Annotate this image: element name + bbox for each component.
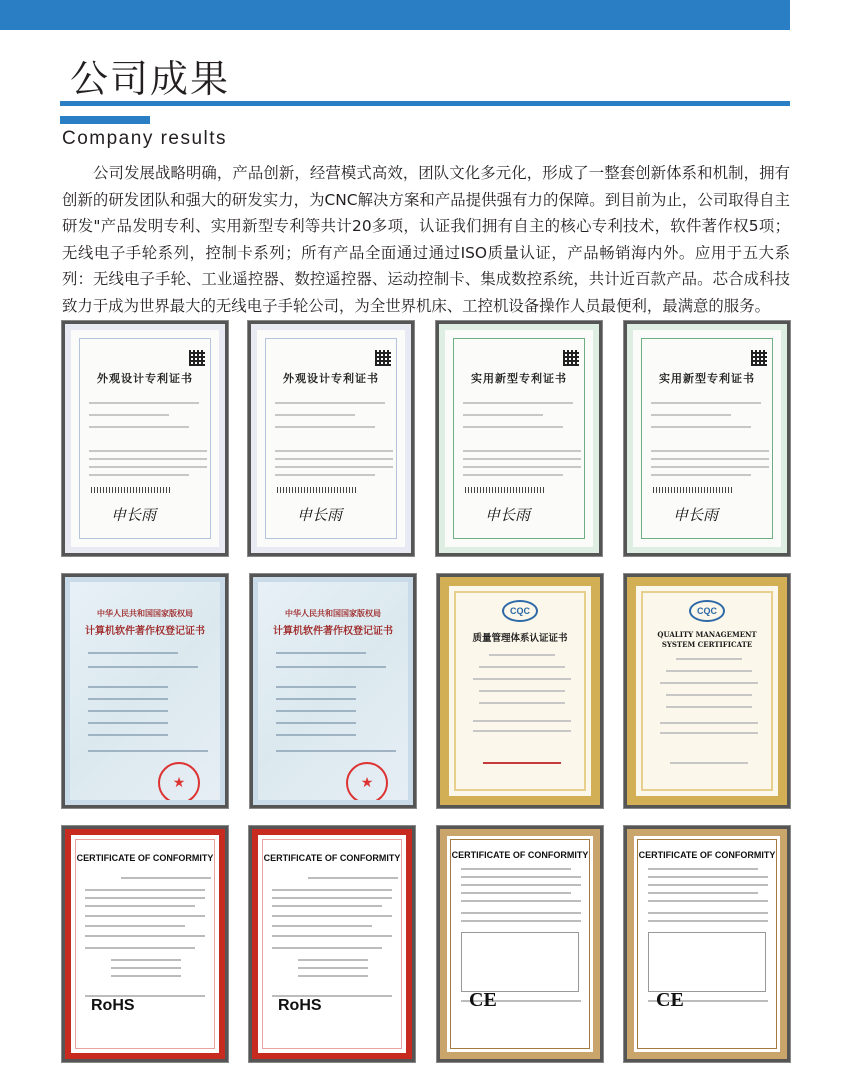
- qr-code-icon: [751, 350, 767, 366]
- ce-conformity-certificate-2: [624, 826, 790, 1062]
- intro-paragraph: 公司发展战略明确，产品创新，经营模式高效，团队文化多元化，形成了一整套创新体系和机制，拥有创新的研发团队和强大的研发实力，为CNC解决方案和产品提供强有力的保障。到目前为止，公司取得自主研发"产品发明专利、实用新型专利等共计20多项，认证我们拥有自主的核心专利技术，软件著作权5项；无线电子手轮系列，控制卡系列；所有产品全面通过通过ISO质量认证，产品畅销海内外。应用于五大系列：无线电子手轮、工业遥控器、数控遥控器、运动控制卡、集成数控系统，共计近百款产品。芯合成科技致力于成为世界最大的无线电子手轮公司，为全世界机床、工控机设备操作人员最便利，最满意的服务。: [62, 164, 790, 315]
- cqc-logo-icon: CQC: [689, 600, 725, 622]
- utility-patent-certificate-1: [436, 321, 602, 556]
- certificate-title: 计算机软件著作权登记证书: [85, 626, 205, 637]
- cqc-logo-icon: CQC: [502, 600, 538, 622]
- rohs-mark: RoHS: [278, 997, 322, 1014]
- rohs-mark: RoHS: [91, 997, 135, 1014]
- signature-icon: 申长雨: [111, 506, 157, 524]
- certificate-title: 实用新型专利证书: [659, 372, 755, 385]
- official-seal-icon: ★: [158, 762, 200, 804]
- ce-mark: CE: [469, 989, 497, 1011]
- cqc-certificate-chinese: [437, 574, 603, 808]
- software-copyright-certificate-2: [250, 574, 416, 808]
- certificate-title: 外观设计专利证书: [283, 372, 379, 385]
- certificate-title: 计算机软件著作权登记证书: [273, 626, 393, 637]
- ce-mark: CE: [656, 989, 684, 1011]
- signature-icon: 申长雨: [673, 506, 719, 524]
- certificate-title: QUALITY MANAGEMENT SYSTEM CERTIFICATE: [657, 630, 757, 649]
- signature-icon: 申长雨: [297, 506, 343, 524]
- certificate-title: CERTIFICATE OF CONFORMITY: [263, 853, 401, 863]
- certificate-issuer: 中华人民共和国国家版权局: [97, 608, 193, 618]
- certificate-title: 质量管理体系认证证书: [472, 633, 568, 644]
- official-seal-icon: ★: [346, 762, 388, 804]
- signature-icon: 申长雨: [485, 506, 531, 524]
- patent-certificate-2: [248, 321, 414, 556]
- certificate-title: CERTIFICATE OF CONFORMITY: [451, 850, 589, 860]
- certificate-title: 实用新型专利证书: [471, 372, 567, 385]
- patent-certificate-1: [62, 321, 228, 556]
- qr-code-icon: [375, 350, 391, 366]
- cqc-certificate-english: [624, 574, 790, 808]
- top-accent-bar: [0, 0, 790, 30]
- subtitle-accent: [60, 116, 150, 124]
- page-subtitle: Company results: [62, 128, 228, 149]
- certificate-title: CERTIFICATE OF CONFORMITY: [76, 853, 214, 863]
- title-divider: [60, 101, 790, 106]
- rohs-conformity-certificate-2: [249, 826, 415, 1062]
- qr-code-icon: [563, 350, 579, 366]
- certificate-issuer: 中华人民共和国国家版权局: [285, 608, 381, 618]
- ce-conformity-certificate-1: [437, 826, 603, 1062]
- certificate-title: 外观设计专利证书: [97, 372, 193, 385]
- certificate-title: CERTIFICATE OF CONFORMITY: [638, 850, 776, 860]
- software-copyright-certificate-1: [62, 574, 228, 808]
- utility-patent-certificate-2: [624, 321, 790, 556]
- rohs-conformity-certificate-1: [62, 826, 228, 1062]
- page-title: 公司成果: [70, 57, 231, 101]
- qr-code-icon: [189, 350, 205, 366]
